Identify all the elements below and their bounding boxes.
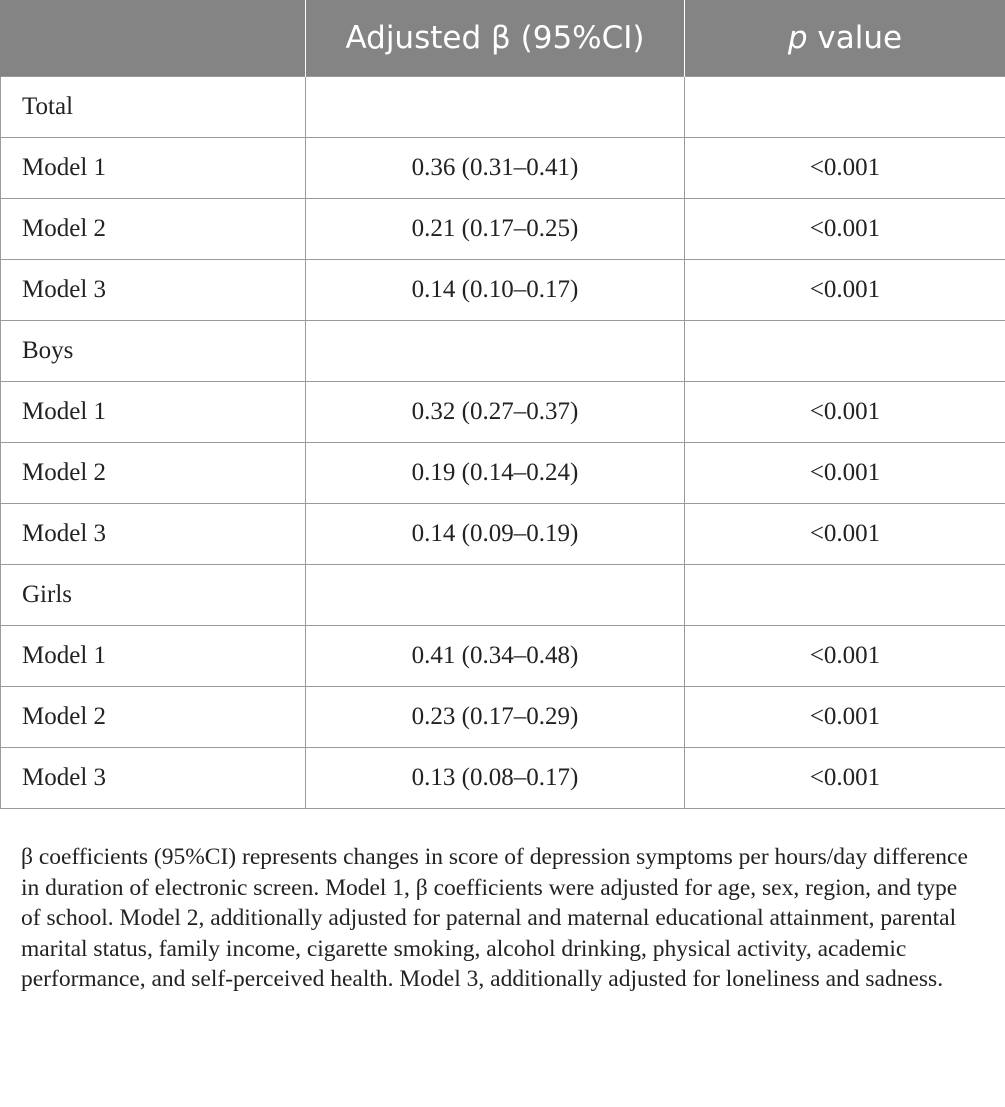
header-adjusted-beta: Adjusted β (95%CI) [306,0,685,77]
group-label: Girls [1,565,306,626]
header-p-italic: p [787,20,808,56]
group-row-boys [1,321,1005,382]
model-label: Model 1 [1,382,306,443]
table-row [1,138,1005,199]
table-row [1,748,1005,809]
table-row [1,443,1005,504]
table-body [1,77,1005,809]
model-label: Model 3 [1,504,306,565]
beta-cell: 0.41 (0.34–0.48) [306,626,685,687]
p-value-cell: <0.001 [685,504,1005,565]
model-label: Model 3 [1,748,306,809]
beta-cell: 0.19 (0.14–0.24) [306,443,685,504]
beta-cell: 0.14 (0.09–0.19) [306,504,685,565]
p-value-cell: <0.001 [685,626,1005,687]
table-footnote: β coefficients (95%CI) represents changes in score of depression symptoms per hours/day difference in duration of electronic screen. Model 1, β coefficients were adjusted for age, sex, region, and type of school. Model 2, additionally adjusted for paternal and maternal educational attainment, parental marital status, family income, cigarette smoking, alcohol drinking, physical activity, academic performance, and self-perceived health. Model 3, additionally adjusted for loneliness and sadness. [21,844,968,993]
empty-cell [685,565,1005,626]
beta-cell: 0.21 (0.17–0.25) [306,199,685,260]
table-row [1,382,1005,443]
model-label: Model 2 [1,443,306,504]
group-row-total [1,77,1005,138]
group-label: Total [1,77,306,138]
p-value-cell: <0.001 [685,260,1005,321]
empty-cell [306,565,685,626]
beta-cell: 0.32 (0.27–0.37) [306,382,685,443]
model-label: Model 1 [1,138,306,199]
model-label: Model 2 [1,687,306,748]
empty-cell [306,77,685,138]
p-value-cell: <0.001 [685,748,1005,809]
p-value-cell: <0.001 [685,687,1005,748]
table-row [1,260,1005,321]
p-value-cell: <0.001 [685,138,1005,199]
empty-cell [306,321,685,382]
p-value-cell: <0.001 [685,199,1005,260]
header-blank-cell [1,0,306,77]
table-row [1,504,1005,565]
beta-cell: 0.14 (0.10–0.17) [306,260,685,321]
beta-cell: 0.13 (0.08–0.17) [306,748,685,809]
header-value-text: value [807,20,903,56]
p-value-cell: <0.001 [685,443,1005,504]
table-row [1,626,1005,687]
beta-cell: 0.36 (0.31–0.41) [306,138,685,199]
empty-cell [685,77,1005,138]
table-header [1,0,1005,77]
model-label: Model 3 [1,260,306,321]
p-value-cell: <0.001 [685,382,1005,443]
group-label: Boys [1,321,306,382]
group-row-girls [1,565,1005,626]
empty-cell [685,321,1005,382]
header-p-value [685,0,1005,77]
model-label: Model 1 [1,626,306,687]
beta-cell: 0.23 (0.17–0.29) [306,687,685,748]
table-row [1,687,1005,748]
table-row [1,199,1005,260]
model-label: Model 2 [1,199,306,260]
header-row [1,0,1005,77]
